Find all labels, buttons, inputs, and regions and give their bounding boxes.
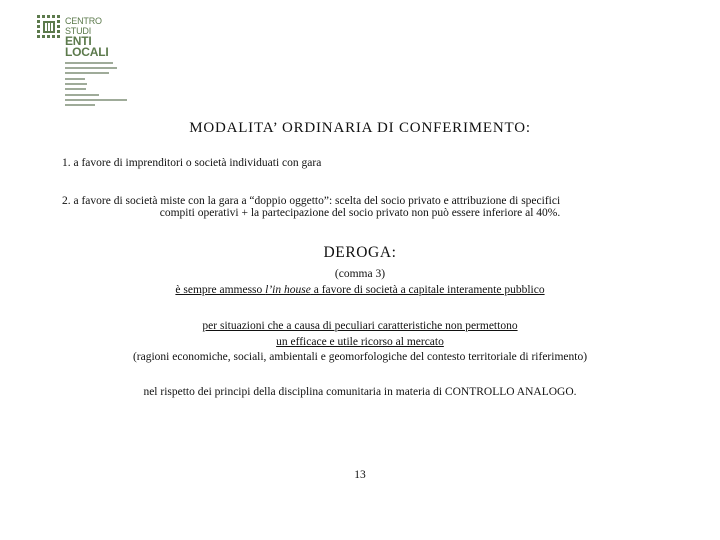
list-item-2-continuation: compiti operativi + la partecipazione del socio privato non può essere inferiore al 40%. xyxy=(159,207,561,219)
list-item-1: 1. a favore di imprenditori o società individuati con gara xyxy=(62,157,322,169)
page-number: 13 xyxy=(354,469,366,481)
logo-contact-details xyxy=(65,62,135,109)
logo xyxy=(36,14,136,109)
in-house-statement-pre: è sempre ammesso xyxy=(175,284,266,296)
logo-line-2: STUDI xyxy=(65,26,92,36)
logo-text xyxy=(65,16,108,58)
ragioni-line: (ragioni economiche, sociali, ambientali e geomorfologiche del contesto territoriale di riferimento) xyxy=(132,351,588,363)
page-title: MODALITA’ ORDINARIA DI CONFERIMENTO: xyxy=(189,120,531,136)
in-house-term: l’in house xyxy=(265,284,311,296)
situazioni-line: per situazioni che a causa di peculiari caratteristiche non permettono xyxy=(202,320,518,332)
comma-reference: (comma 3) xyxy=(334,268,386,280)
list-item-2: 2. a favore di società miste con la gara a “doppio oggetto”: scelta del socio privato e attribuzione di specifici xyxy=(62,195,561,207)
logo-line-4: LOCALI xyxy=(65,45,109,59)
ricorso-line: un efficace e utile ricorso al mercato xyxy=(276,336,444,348)
in-house-statement xyxy=(0,284,720,296)
logo-line-3: ENTI xyxy=(65,34,92,48)
logo-line-1: CENTRO xyxy=(65,16,102,26)
deroga-heading: DEROGA: xyxy=(323,244,397,261)
centro-studi-logo-icon xyxy=(36,14,62,40)
controllo-analogo-line: nel rispetto dei principi della disciplina comunitaria in materia di CONTROLLO ANALOGO. xyxy=(143,386,577,398)
in-house-statement-post: a favore di società a capitale interamente pubblico xyxy=(310,284,545,296)
